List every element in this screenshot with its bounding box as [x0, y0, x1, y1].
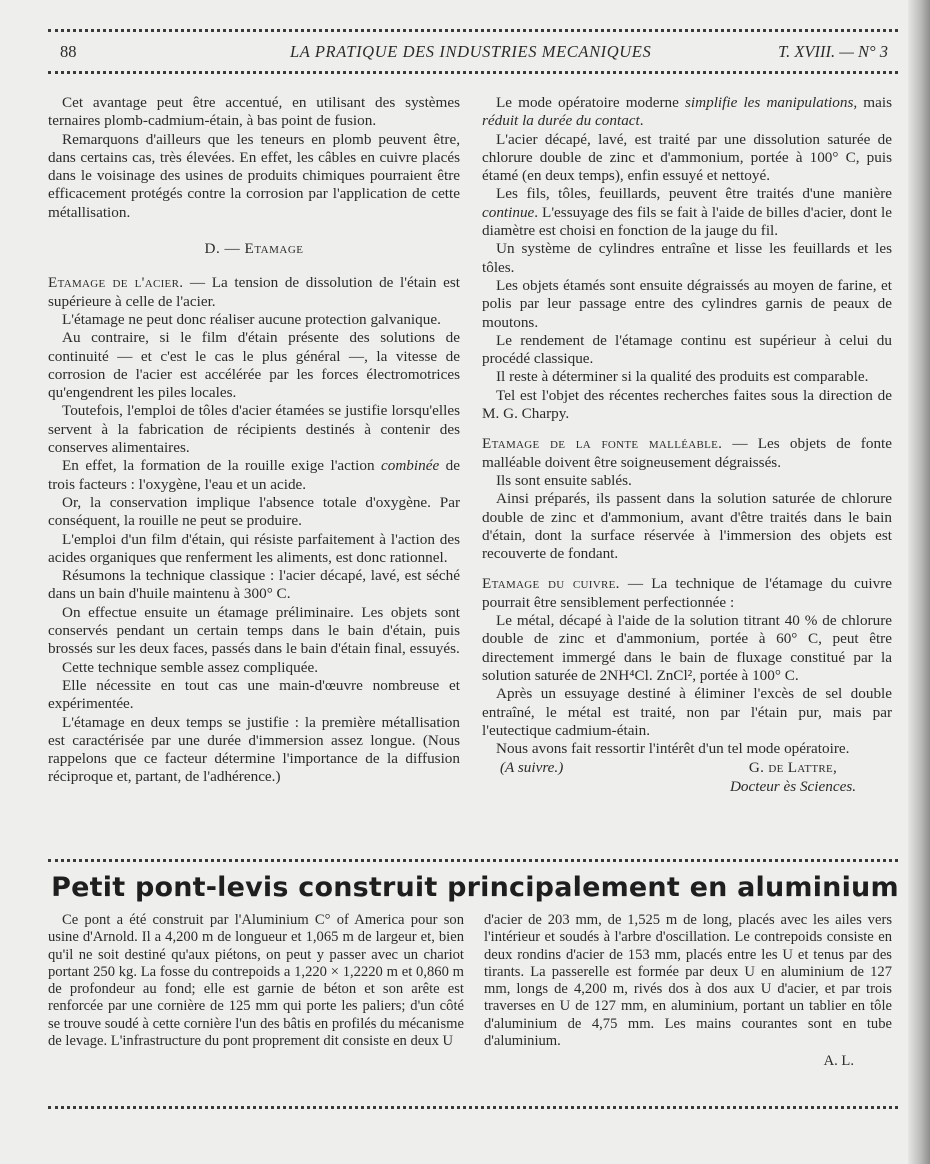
- paragraph: Un système de cylindres entraîne et lisse les feuillards et les tôles.: [482, 240, 892, 276]
- paragraph: [482, 185, 892, 240]
- paragraph: Nous avons fait ressortir l'intérêt d'un tel mode opératoire.: [496, 740, 850, 758]
- article-divider-rule: [48, 859, 898, 862]
- paragraph-text: . L'essuyage des fils se fait à l'aide de billes d'acier, dont le diamètre est choisi en fonction de la jauge du fil.: [482, 203, 892, 240]
- paragraph-text: — La technique de l'étamage du cuivre pourrait être sensiblement perfectionnée :: [482, 575, 892, 611]
- paragraph: Toutefois, l'emploi de tôles d'acier étamées se justifie lorsqu'elles servent à la fabrication de récipients destinés à contenir des conserves alimentaires.: [48, 402, 460, 457]
- paragraph: Après un essuyage destiné à éliminer l'excès de sel double entraîné, le métal est traité, non par l'étain pur, mais par l'eutectique cadmium-étain.: [482, 685, 892, 739]
- paragraph: On effectue ensuite un étamage préliminaire. Les objets sont conservés pendant un certain temps dans le bain d'étain, puis brossés sur les deux faces, passés dans le bain d'étain final, essuyés.: [48, 603, 460, 658]
- article2-right-column: [484, 912, 892, 1071]
- paragraph-text: En effet, la formation de la rouille exige l'action: [62, 457, 381, 475]
- article-title: Petit pont-levis construit principalement en aluminium: [51, 872, 899, 903]
- emphasis: simplifie les manipulations: [685, 94, 854, 111]
- running-header: [60, 42, 888, 64]
- bottom-border-rule: [48, 1106, 898, 1109]
- article-signature: [482, 759, 892, 796]
- article-left-column: [48, 94, 460, 787]
- spacer: [482, 423, 892, 435]
- paragraph: [482, 435, 892, 472]
- paragraph: Le rendement de l'étamage continu est supérieur à celui du procédé classique.: [482, 331, 892, 368]
- emphasis: combinée: [381, 457, 440, 475]
- article2-signature: A. L.: [823, 1053, 854, 1070]
- paragraph-text: .: [639, 112, 644, 130]
- paragraph-text: — La tension de dissolution de l'étain est supérieure à celle de l'acier.: [48, 274, 460, 310]
- article2-left-column: [48, 912, 464, 1050]
- paragraph-text: Le mode opératoire moderne: [496, 94, 685, 111]
- paragraph: Les objets étamés sont ensuite dégraissés au moyen de farine, et polis par leur passage entre des cylindres garnis de peaux de moutons.: [482, 276, 892, 331]
- top-border-rule: [48, 29, 898, 32]
- paragraph: Ils sont ensuite sablés.: [496, 471, 632, 489]
- subheading: Etamage du cuivre.: [482, 575, 620, 593]
- author-name: G. de Lattre,: [748, 759, 838, 777]
- paragraph: Résumons la technique classique : l'acier décapé, lavé, est séché dans un bain d'huile maintenu à 300° C.: [48, 567, 460, 603]
- emphasis: réduit la durée du contact: [482, 112, 640, 130]
- spacer: [482, 563, 892, 575]
- paragraph: Cet avantage peut être accentué, en utilisant des systèmes ternaires plomb-cadmium-étain, à bas point de fusion.: [48, 94, 460, 130]
- continued-note: (A suivre.): [500, 759, 564, 777]
- volume-number: T. XVIII. — N° 3: [778, 42, 888, 61]
- paragraph: L'acier décapé, lavé, est traité par une dissolution saturée de chlorure double de zinc et d'ammonium, portée à 100° C, puis étamé (en deux temps), enfin essuyé et nettoyé.: [482, 130, 892, 185]
- paragraph: L'emploi d'un film d'étain, qui résiste parfaitement à l'action des acides organiques que renferment les aliments, est donc rationnel.: [48, 530, 460, 566]
- paragraph-text: de trois facteurs : l'oxygène, l'eau et un acide.: [48, 457, 460, 493]
- paragraph: [482, 575, 892, 612]
- paragraph: Cette technique semble assez compliquée.: [62, 658, 318, 676]
- page-number: 88: [60, 42, 77, 61]
- paragraph: Le métal, décapé à l'aide de la solution titrant 40 % de chlorure double de zinc et d'ammonium, portée à 60° C, peut être directement immergé dans le bain de fluxage constitué par la solution saturée de 2NH⁴Cl. ZnCl², portée à 100° C.: [482, 612, 892, 684]
- author-block: [698, 759, 892, 796]
- paragraph-text: Les fils, tôles, feuillards, peuvent être traités d'une manière: [496, 185, 892, 203]
- paragraph-text: — Les objets de fonte malléable doivent être soigneusement dégraissés.: [482, 435, 892, 471]
- article-right-column: [482, 94, 892, 796]
- paragraph: Elle nécessite en tout cas une main-d'œuvre nombreuse et expérimentée.: [48, 676, 460, 713]
- header-divider-rule: [48, 71, 898, 74]
- paragraph: Tel est l'objet des récentes recherches faites sous la direction de M. G. Charpy.: [482, 386, 892, 423]
- paragraph: Au contraire, si le film d'étain présente des solutions de continuité — et c'est le cas le plus général —, la vitesse de corrosion de l'acier est accélérée par les forces électromotrices qu'engendrent les piles locales.: [48, 329, 460, 402]
- paragraph: Remarquons d'ailleurs que les teneurs en plomb peuvent être, dans certains cas, très élevées. En effet, les câbles en cuivre placés dans le voisinage des usines de produits chimiques pourraient être efficacement protégés contre la corrosion par l'application de cette métallisation.: [48, 130, 460, 221]
- paragraph: [48, 274, 460, 311]
- subheading: Etamage de l'acier.: [48, 274, 184, 292]
- paragraph: L'étamage en deux temps se justifie : la première métallisation est caractérisée par une durée d'immersion assez longue. (Nous rappelons que ce facteur détermine l'importance de la diffusion réciproque et, partant, de l'adhérence.): [48, 713, 460, 786]
- subheading: Etamage de la fonte malléable.: [482, 435, 723, 453]
- paragraph: [482, 94, 892, 131]
- paragraph-text: , mais: [853, 94, 892, 111]
- paragraph: L'étamage ne peut donc réaliser aucune protection galvanique.: [62, 310, 441, 328]
- paragraph: [48, 457, 460, 494]
- paragraph: Ainsi préparés, ils passent dans la solution saturée de chlorure double de zinc et d'ammonium, avant d'être traités dans le bain d'étain, dont la surface réservée à l'immersion des objets est recouverte de fondant.: [482, 490, 892, 563]
- author-title: Docteur ès Sciences.: [729, 777, 857, 795]
- paragraph: Or, la conservation implique l'absence totale d'oxygène. Par conséquent, la rouille ne peut se produire.: [48, 493, 460, 530]
- paragraph: Il reste à déterminer si la qualité des produits est comparable.: [496, 368, 869, 386]
- journal-title: LA PRATIQUE DES INDUSTRIES MECANIQUES: [290, 42, 652, 61]
- paragraph: Ce pont a été construit par l'Aluminium C° of America pour son usine d'Arnold. Il a 4,200 m de longueur et 1,065 m de largeur et, bien qu'il ne soit destiné qu'aux piétons, on peut y passer avec un chariot portant 250 kg. La fosse du contrepoids a 1,220 × 1,2220 m et 0,860 m de profondeur au fond; elle est garnie de béton et son arête est renforcée par une cornière de 125 mm qui porte les paliers; d'un côté se trouve soudé à cette cornière l'un des bâtis en profilés du mécanisme de levage. L'infrastructure du pont proprement dit consiste en deux U: [48, 912, 464, 1050]
- paragraph: d'acier de 203 mm, de 1,525 m de long, placés avec les ailes vers l'intérieur et soudés à l'arbre d'oscillation. Le contrepoids consiste en deux rondins d'acier de 153 mm, placés entre les U et tenus par des tirants. La passerelle est formée par deux U en aluminium de 127 mm, longs de 4,200 m, rivés dos à dos aux U d'acier, et par trois traverses en U de 127 mm, en aluminium, portant un tablier en tôle d'aluminium de 4,75 mm. Les mains courantes sont en tube d'aluminium.: [484, 912, 892, 1050]
- page-binding-shadow: [908, 0, 930, 1164]
- emphasis: continue: [482, 203, 535, 221]
- section-heading: D. — Etamage: [204, 240, 304, 258]
